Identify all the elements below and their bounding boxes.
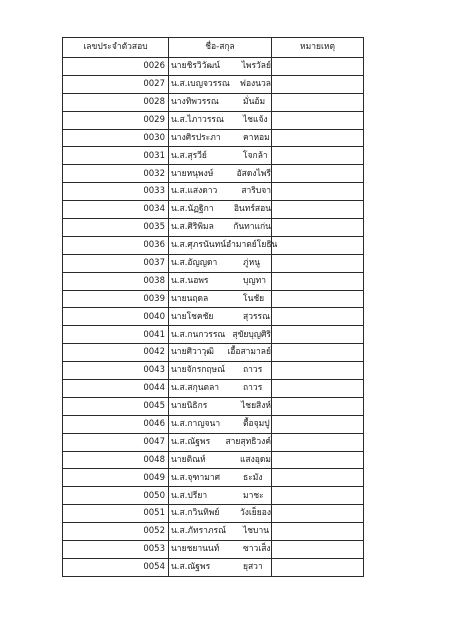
first-name: นายโชคชัย [171,311,214,322]
exam-id: 0031 [143,150,165,161]
note-cell [272,541,364,559]
name-cell [169,433,272,451]
exam-id-cell [63,397,169,415]
table-row [63,397,364,415]
name-cell [169,523,272,541]
note-cell [272,326,364,344]
table-row [63,183,364,201]
table-body [63,58,364,577]
last-name: กันทาแก่น [233,222,271,233]
exam-id-cell [63,165,169,183]
table-row [63,290,364,308]
last-name: ไชบาน [243,526,270,537]
note-cell [272,272,364,290]
last-name: ฟองนวล [239,79,271,90]
first-name: น.ส.ปรียา [171,490,208,501]
exam-id-cell [63,308,169,326]
name-cell [169,308,272,326]
last-name: คาหอม [243,132,270,143]
table-row [63,326,364,344]
note-cell [272,58,364,76]
exam-id-cell [63,487,169,505]
first-name: นายศิวาวุฒิ [171,347,214,358]
note-cell [272,236,364,254]
last-name: ภู่หนู [243,257,261,268]
table-row [63,362,364,380]
exam-id: 0042 [143,347,165,358]
exam-id-cell [63,344,169,362]
first-name: น.ส.สุรวีย์ [171,150,207,161]
table-row [63,541,364,559]
exam-id: 0053 [143,544,165,555]
note-cell [272,75,364,93]
exam-id: 0046 [143,419,165,429]
first-name: น.ส.กนกวรรณ [171,329,226,340]
table-row [63,380,364,398]
note-cell [272,362,364,380]
exam-id: 0035 [143,222,165,233]
name-cell [169,93,272,111]
exam-id: 0049 [143,472,165,483]
exam-id-cell [63,58,169,76]
note-cell [272,254,364,272]
first-name: น.ส.สกุนตลา [171,383,220,394]
last-name: ธะมัง [243,472,263,483]
table-header-row [63,38,364,58]
exam-id: 0044 [143,383,165,394]
name-cell [169,397,272,415]
first-name: นายชิรวิวัฒน์ [171,61,220,72]
exam-id: 0037 [143,257,165,268]
first-name: น.ส.ณัฐพร [171,436,211,447]
exam-id-cell [63,183,169,201]
header-note: หมายเหตุ [272,38,364,58]
exam-id: 0034 [143,204,165,215]
note-cell [272,505,364,523]
exam-id: 0051 [143,508,165,519]
exam-id: 0050 [143,490,165,501]
table-row [63,558,364,576]
table-row [63,272,364,290]
exam-id-cell [63,129,169,147]
exam-id-cell [63,201,169,219]
last-name: มั่นอ้ม [243,96,266,107]
name-cell [169,541,272,559]
name-cell [169,326,272,344]
last-name: เอื้อสามาลย์ [227,347,271,358]
name-cell [169,272,272,290]
table-row [63,147,364,165]
note-cell [272,558,364,576]
table-row [63,415,364,433]
exam-id-cell [63,415,169,433]
table-row [63,451,364,469]
table-row [63,523,364,541]
note-cell [272,380,364,398]
name-cell [169,58,272,76]
first-name: น.ส.อัญญดา [171,257,218,268]
last-name: สุขัยบุญศิริ [232,329,271,340]
note-cell [272,451,364,469]
first-name: นายชยานนท์ [171,544,220,555]
name-cell [169,290,272,308]
exam-id-cell [63,451,169,469]
exam-id-cell [63,362,169,380]
exam-id: 0045 [143,401,165,412]
table-row [63,505,364,523]
last-name: แสงอุดม [239,454,271,465]
exam-id-cell [63,290,169,308]
exam-id: 0047 [143,436,165,447]
exam-id-cell [63,272,169,290]
name-cell [169,165,272,183]
exam-id-cell [63,75,169,93]
name-cell [169,201,272,219]
name-cell [169,129,272,147]
note-cell [272,469,364,487]
name-cell [169,362,272,380]
first-name: นายหนุพงษ์ [171,168,214,179]
note-cell [272,129,364,147]
table-row [63,219,364,237]
table-row [63,236,364,254]
name-cell [169,505,272,523]
last-name: โจกล้า [243,150,268,161]
exam-id-cell [63,469,169,487]
name-cell [169,469,272,487]
name-cell [169,254,272,272]
name-cell [169,219,272,237]
table-row [63,308,364,326]
name-cell [169,380,272,398]
exam-id: 0028 [143,96,165,107]
exam-id-cell [63,541,169,559]
last-name: อำมาตย์โยธิน [226,240,278,251]
table-row [63,344,364,362]
last-name: บุญทา [243,275,267,286]
first-name: น.ส.ศุภรนันทน์ [171,240,227,251]
exam-id-cell [63,254,169,272]
table-row [63,75,364,93]
last-name: ถาวร [243,383,263,394]
last-name: อินทร์สอน [233,204,271,215]
exam-id: 0026 [143,61,165,72]
exam-id: 0041 [143,329,165,340]
first-name: นายนฤดล [171,293,209,304]
note-cell [272,487,364,505]
name-cell [169,487,272,505]
first-name: น.ส.ณัฐพร [171,562,211,573]
last-name: ยุสวา [243,562,263,573]
note-cell [272,111,364,129]
note-cell [272,397,364,415]
exam-id: 0036 [143,240,165,251]
last-name: มาชะ [243,490,264,501]
name-cell [169,111,272,129]
note-cell [272,523,364,541]
note-cell [272,290,364,308]
last-name: สุวรรณ [243,311,270,322]
note-cell [272,201,364,219]
first-name: นายนิธิกร [171,401,208,412]
note-cell [272,308,364,326]
first-name: นางทิพวรรณ [171,96,219,107]
name-cell [169,558,272,576]
exam-id-cell [63,326,169,344]
exam-id: 0054 [143,562,165,573]
table-row [63,201,364,219]
note-cell [272,183,364,201]
header-name: ชื่อ-สกุล [169,38,272,58]
name-cell [169,75,272,93]
last-name: ไชยสิงห์ [241,401,271,412]
exam-id-cell [63,505,169,523]
first-name: น.ส.เบญจวรรณ [171,79,230,90]
table-row [63,433,364,451]
exam-id-cell [63,147,169,165]
exam-id: 0040 [143,311,165,322]
note-cell [272,219,364,237]
exam-id-cell [63,523,169,541]
exam-id: 0029 [143,114,165,125]
table-row [63,111,364,129]
note-cell [272,344,364,362]
note-cell [272,165,364,183]
examinee-table [62,37,364,577]
first-name: น.ส.นอพร [171,275,209,286]
exam-id: 0039 [143,293,165,304]
table-row [63,93,364,111]
exam-id-cell [63,219,169,237]
table-row [63,129,364,147]
table-row [63,487,364,505]
exam-id-cell [63,558,169,576]
name-cell [169,451,272,469]
exam-id-cell [63,433,169,451]
last-name: โนชัย [243,293,265,304]
name-cell [169,344,272,362]
exam-id: 0032 [143,168,165,179]
note-cell [272,415,364,433]
exam-id: 0027 [143,79,165,90]
first-name: น.ส.กาญจนา [171,419,221,429]
exam-id: 0043 [143,365,165,376]
exam-id-cell [63,93,169,111]
last-name: สายสุทธิวงค์ [225,436,271,447]
exam-id-cell [63,380,169,398]
first-name: น.ส.ศิริพิมล [171,222,214,233]
exam-id: 0033 [143,186,165,197]
table-row [63,58,364,76]
last-name: ไพรวัลย์ [241,61,271,72]
note-cell [272,433,364,451]
note-cell [272,147,364,165]
first-name: น.ส.ไภาวรรณ [171,114,224,125]
exam-id: 0052 [143,526,165,537]
last-name: อัสดงไพรี [236,168,271,179]
note-cell [272,93,364,111]
header-exam-id: เลขประจำตัวสอบ [63,38,169,58]
name-cell [169,147,272,165]
last-name: วังเย็ยอง [239,508,271,519]
name-cell [169,415,272,433]
last-name: ถาวร [243,365,263,376]
table-row [63,165,364,183]
last-name: ไชแจ้ง [243,114,268,125]
table-row [63,469,364,487]
exam-id: 0038 [143,275,165,286]
first-name: น.ส.กวินทิพย์ [171,508,220,519]
last-name: ตื้อจุมปู [243,419,270,429]
first-name: น.ส.นัฏฐิกา [171,204,214,215]
exam-id: 0048 [143,454,165,465]
first-name: น.ส.แสงดาว [171,186,218,197]
first-name: น.ส.จุฑามาศ [171,472,220,483]
table-row [63,254,364,272]
last-name: ซาวเส็ง [243,544,271,555]
exam-id: 0030 [143,132,165,143]
first-name: นายจักรกฤษณ์ [171,365,226,376]
exam-id-cell [63,111,169,129]
name-cell [169,183,272,201]
first-name: นางศิรประภา [171,132,221,143]
name-cell [169,236,278,254]
last-name: สาริบจา [241,186,271,197]
first-name: นายติณห์ [171,454,206,465]
first-name: น.ส.ภัทราภรณ์ [171,526,227,537]
exam-id-cell [63,236,169,254]
